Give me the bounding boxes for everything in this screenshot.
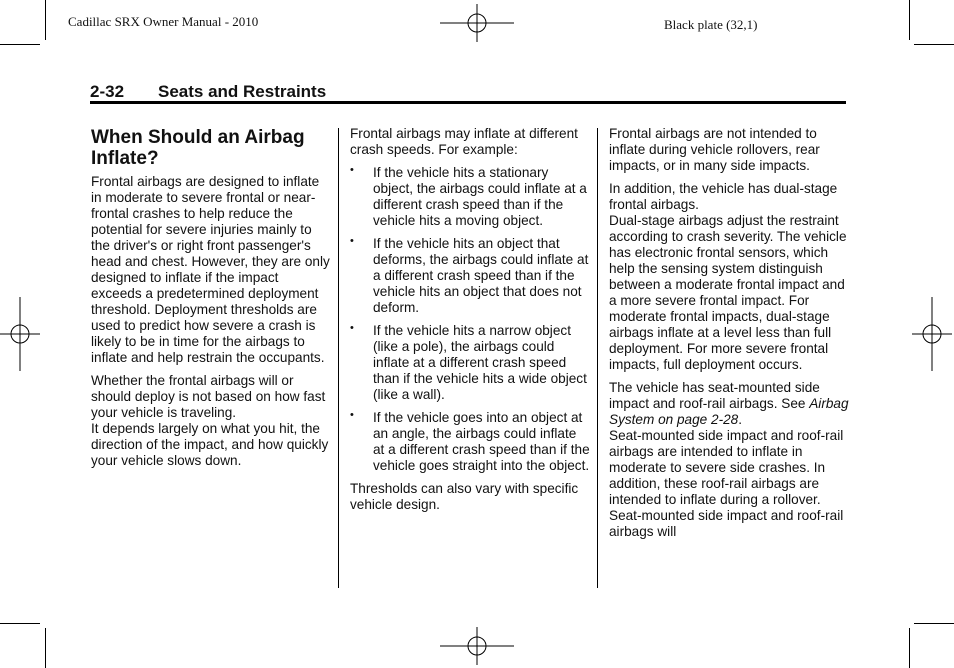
crop-mark: [45, 0, 46, 40]
paragraph: Frontal airbags are designed to inflate in moderate to severe frontal or near-frontal crashes to help reduce the potential for severe injuries mainly to the driver's or right front passenger's head and chest. However, they are only designed to inflate if the impact exceeds a predetermined deployment threshold. Deployment thresholds are used to predict how severe a crash is likely to be in time for the airbags to inflate and help restrain the occupants.: [91, 174, 330, 365]
bullet-icon: •: [350, 164, 354, 176]
registration-mark-icon: [440, 4, 514, 42]
bullet-list: [350, 165, 590, 474]
paragraph-text: .: [738, 412, 743, 427]
list-item-text: If the vehicle hits a narrow object (like a pole), the airbags could inflate at a different crash speed than if the vehicle hits a wide object (like a wall).: [373, 323, 587, 402]
paragraph: It depends largely on what you hit, the direction of the impact, and how quickly your vehicle slows down.: [91, 421, 329, 468]
column-divider: [338, 128, 339, 588]
cross-reference-link[interactable]: Airbag System on page 2-28: [609, 396, 849, 427]
crop-mark: [909, 0, 910, 40]
column-3: [609, 126, 849, 547]
page-number: 2-32: [90, 82, 125, 101]
crop-mark: [914, 623, 954, 624]
registration-mark-icon: [0, 297, 40, 371]
paragraph: Frontal airbags may inflate at different crash speeds. For example:: [350, 126, 578, 157]
list-item-text: If the vehicle goes into an object at an angle, the airbags could inflate at a different crash speed than if the vehicle goes straight into the object.: [373, 410, 590, 473]
crop-mark: [45, 628, 46, 668]
paragraph-text: Whether the frontal airbags will or should deploy is not based on how fast your vehicle is traveling.: [91, 373, 326, 420]
paragraph-text: The vehicle has seat-mounted side impact and roof-rail airbags. See: [609, 380, 820, 411]
paragraph: In addition, the vehicle has dual-stage frontal airbags.: [609, 181, 838, 212]
bullet-icon: •: [350, 409, 354, 421]
crop-mark: [909, 628, 910, 668]
column-1: [91, 126, 331, 476]
list-item: [350, 165, 590, 229]
paragraph: Seat-mounted side impact and roof-rail airbags are intended to inflate in moderate to severe side crashes. In addition, these roof-rail airbags are intended to inflate during a rollover. Seat-mounted side impact and roof-rail airbags will: [609, 428, 844, 539]
paragraph: Dual-stage airbags adjust the restraint according to crash severity. The vehicle has electronic frontal sensors, which help the sensing system distinguish between a moderate frontal impact and a more severe frontal impact. For moderate frontal impacts, dual-stage airbags inflate at a level less than full deployment. For more severe frontal impacts, full deployment occurs.: [609, 213, 847, 372]
paragraph: [91, 373, 331, 421]
registration-mark-icon: [912, 297, 952, 371]
section-title: Seats and Restraints: [158, 82, 327, 101]
crop-mark: [0, 44, 40, 45]
paragraph: Frontal airbags are not intended to inflate during vehicle rollovers, rear impacts, or in many side impacts.: [609, 126, 820, 173]
crop-mark: [914, 44, 954, 45]
list-item-text: If the vehicle hits a stationary object, the airbags could inflate at a different crash speed than if the vehicle hits a moving object.: [373, 165, 587, 228]
list-item: [350, 410, 590, 474]
plate-label: Black plate (32,1): [664, 17, 758, 32]
subheading: When Should an Airbag Inflate?: [91, 127, 305, 169]
column-2: [350, 126, 590, 520]
bullet-icon: •: [350, 322, 354, 334]
paragraph: Thresholds can also vary with specific vehicle design.: [350, 481, 579, 512]
registration-mark-icon: [440, 627, 514, 665]
bullet-icon: •: [350, 235, 354, 247]
list-item: [350, 323, 590, 403]
list-item: [350, 236, 590, 316]
column-divider: [597, 128, 598, 588]
manual-title: Cadillac SRX Owner Manual - 2010: [68, 14, 259, 29]
paragraph: [609, 380, 849, 428]
section-rule: [90, 101, 846, 104]
crop-mark: [0, 623, 40, 624]
list-item-text: If the vehicle hits an object that deforms, the airbags could inflate at a different crash speed than if the vehicle hits an object that does not deform.: [373, 236, 589, 315]
